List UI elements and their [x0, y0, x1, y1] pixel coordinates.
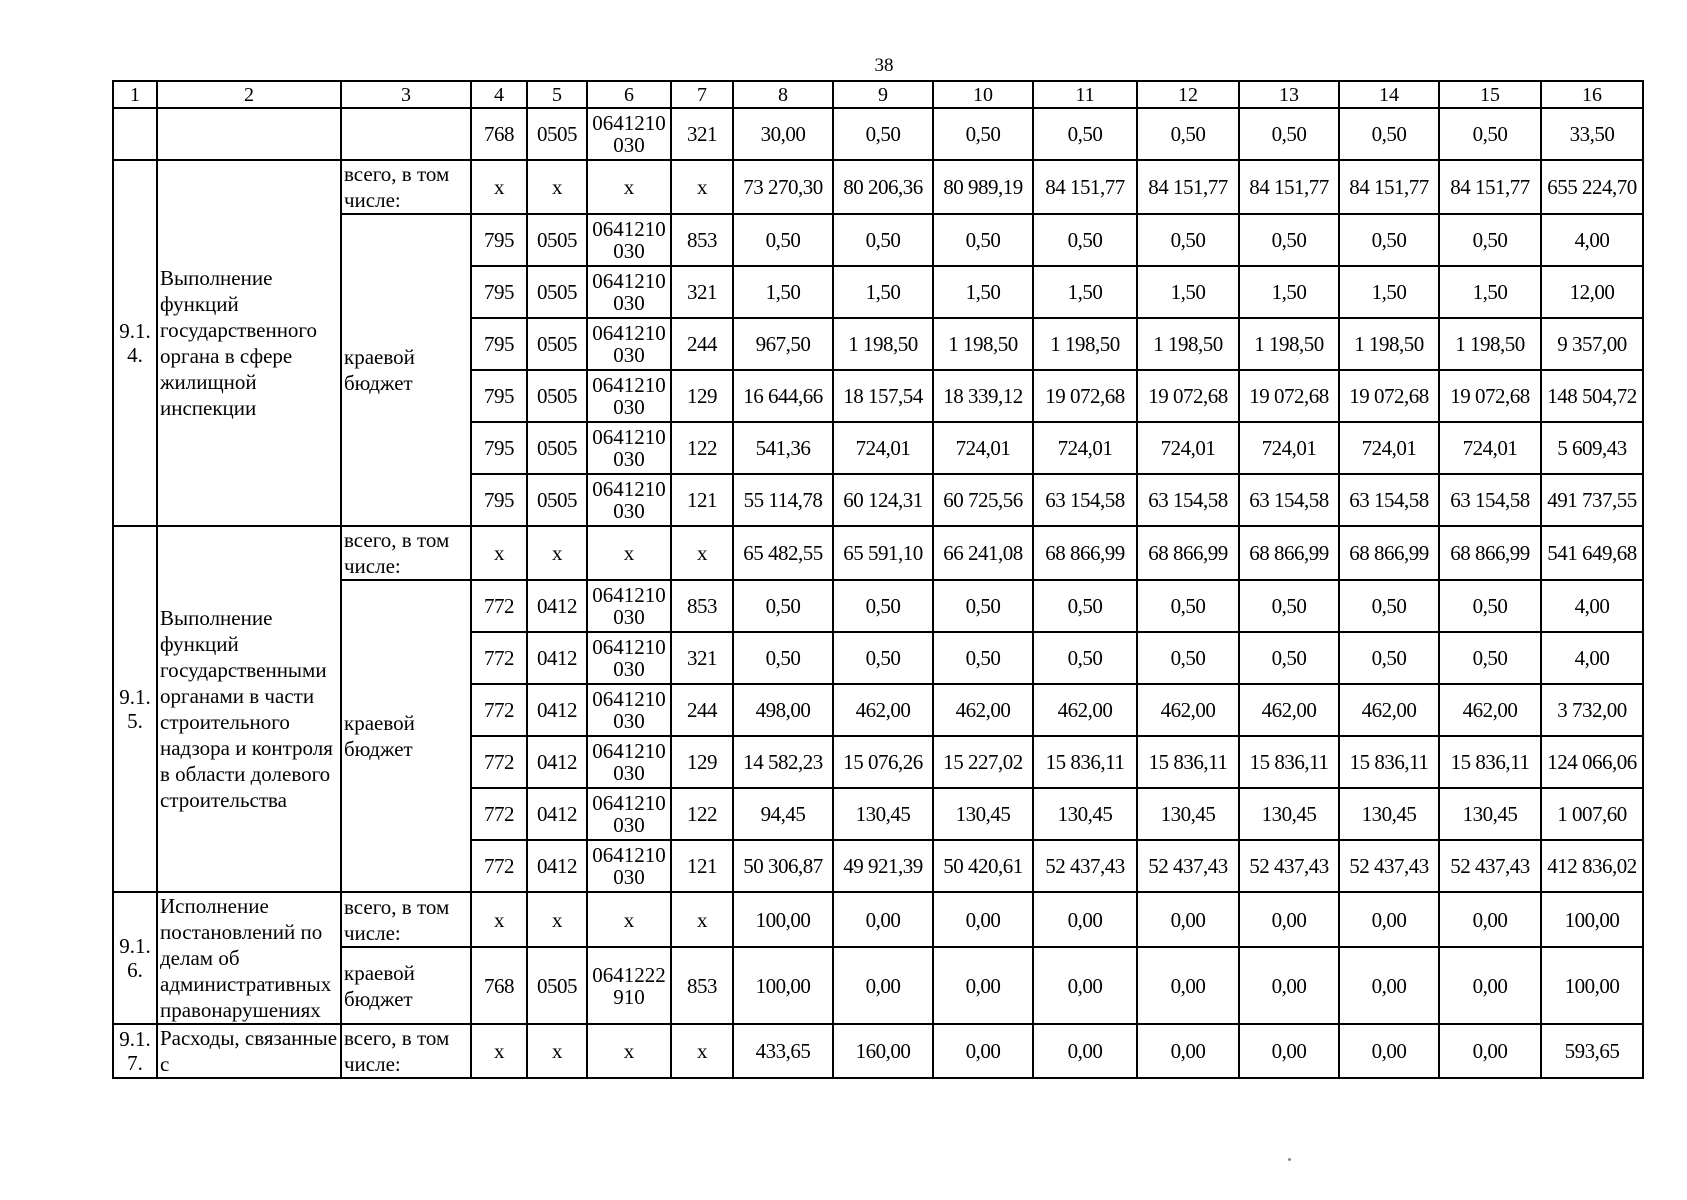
column-header-12: 12: [1137, 81, 1239, 108]
cell-col6: 0641210 030: [587, 266, 671, 318]
cell-col12: 0,50: [1137, 108, 1239, 160]
cell-col9: 18 157,54: [833, 370, 933, 422]
column-header-16: 16: [1541, 81, 1643, 108]
cell-col9: 0,50: [833, 108, 933, 160]
column-header-14: 14: [1339, 81, 1439, 108]
cell-col11: 84 151,77: [1033, 160, 1137, 214]
total-label: всего, в том числе:: [341, 526, 471, 580]
cell-col10: 80 989,19: [933, 160, 1033, 214]
budget-label: краевой бюджет: [341, 214, 471, 526]
cell-col13: 1 198,50: [1239, 318, 1339, 370]
cell-col14: 68 866,99: [1339, 526, 1439, 580]
cell-col14: 63 154,58: [1339, 474, 1439, 526]
cell-col7: 321: [671, 266, 733, 318]
cell-col13: 63 154,58: [1239, 474, 1339, 526]
cell-col5: 0412: [527, 736, 587, 788]
cell-col13: 0,50: [1239, 632, 1339, 684]
cell-col13: 0,50: [1239, 108, 1339, 160]
header-row: [113, 81, 1643, 108]
cell-col12: 130,45: [1137, 788, 1239, 840]
column-header-7: 7: [671, 81, 733, 108]
cell-col4: 795: [471, 422, 527, 474]
cell-col4: 795: [471, 474, 527, 526]
cell-col15: 0,50: [1439, 632, 1541, 684]
cell-col14: 0,00: [1339, 1024, 1439, 1078]
cell-col12: 68 866,99: [1137, 526, 1239, 580]
cell-col12: 0,50: [1137, 632, 1239, 684]
cell-col10: 724,01: [933, 422, 1033, 474]
budget-table: [112, 80, 1644, 1079]
cell-col16: 100,00: [1541, 947, 1643, 1024]
column-header-6: 6: [587, 81, 671, 108]
cell-col11: 0,00: [1033, 947, 1137, 1024]
section-total-row: [113, 1024, 1643, 1078]
cell-col10: 0,50: [933, 632, 1033, 684]
cell-col11: 0,00: [1033, 1024, 1137, 1078]
section-total-row: [113, 892, 1643, 947]
cell-col11: 15 836,11: [1033, 736, 1137, 788]
cell-col7: 853: [671, 580, 733, 632]
cell-col9: 130,45: [833, 788, 933, 840]
cell-col14: 130,45: [1339, 788, 1439, 840]
cell-col16: 1 007,60: [1541, 788, 1643, 840]
cell-col10: 0,00: [933, 1024, 1033, 1078]
cell-col14: 0,50: [1339, 580, 1439, 632]
cell-col15: 462,00: [1439, 684, 1541, 736]
cell-col13: 68 866,99: [1239, 526, 1339, 580]
cell-col9: 0,50: [833, 214, 933, 266]
cell-col7: 121: [671, 840, 733, 892]
cell-col9: 0,50: [833, 580, 933, 632]
total-label: всего, в том числе:: [341, 892, 471, 947]
cell-col5: 0505: [527, 108, 587, 160]
cell-col12: 462,00: [1137, 684, 1239, 736]
cell-col14: 0,00: [1339, 947, 1439, 1024]
column-header-5: 5: [527, 81, 587, 108]
cell-col6: x: [587, 526, 671, 580]
cell-col5: x: [527, 892, 587, 947]
cell-col16: 4,00: [1541, 632, 1643, 684]
section-total-row: [113, 526, 1643, 580]
cell-col4: 772: [471, 788, 527, 840]
cell-col9: 724,01: [833, 422, 933, 474]
cell-col15: 1,50: [1439, 266, 1541, 318]
cell-col7: 122: [671, 788, 733, 840]
table-row: [113, 947, 1643, 1024]
cell-col8: 14 582,23: [733, 736, 833, 788]
cell-col16: 100,00: [1541, 892, 1643, 947]
cell-col8: 967,50: [733, 318, 833, 370]
section-name: Расходы, связанные с: [157, 1024, 341, 1078]
cell-col16: 491 737,55: [1541, 474, 1643, 526]
column-header-1: 1: [113, 81, 157, 108]
cell-col6: 0641210 030: [587, 318, 671, 370]
cell-col13: 462,00: [1239, 684, 1339, 736]
cell-col7: 853: [671, 947, 733, 1024]
cell-col15: 19 072,68: [1439, 370, 1541, 422]
section-name: Выполнение функций государственного органа в сфере жилищной инспекции: [157, 160, 341, 526]
cell-col7: 853: [671, 214, 733, 266]
cell-col6: x: [587, 160, 671, 214]
cell-col10: 0,50: [933, 108, 1033, 160]
cell-col13: 724,01: [1239, 422, 1339, 474]
cell-col12: 0,00: [1137, 947, 1239, 1024]
column-header-4: 4: [471, 81, 527, 108]
cell-col12: 19 072,68: [1137, 370, 1239, 422]
cell-col9: 0,00: [833, 947, 933, 1024]
cell-col12: 84 151,77: [1137, 160, 1239, 214]
cell-col13: 52 437,43: [1239, 840, 1339, 892]
cell-col8: 1,50: [733, 266, 833, 318]
cell-col12: 724,01: [1137, 422, 1239, 474]
cell-col5: 0505: [527, 947, 587, 1024]
cell-col5: 0412: [527, 580, 587, 632]
cell-col13: 0,00: [1239, 947, 1339, 1024]
cell-col4: 768: [471, 108, 527, 160]
cell-col5: 0505: [527, 370, 587, 422]
cell-col12: 1,50: [1137, 266, 1239, 318]
cell-col16: 33,50: [1541, 108, 1643, 160]
cell-col2: [157, 108, 341, 160]
cell-col8: 433,65: [733, 1024, 833, 1078]
cell-col14: 462,00: [1339, 684, 1439, 736]
cell-col12: 1 198,50: [1137, 318, 1239, 370]
column-header-15: 15: [1439, 81, 1541, 108]
cell-col13: 130,45: [1239, 788, 1339, 840]
cell-col5: x: [527, 526, 587, 580]
cell-col7: 244: [671, 318, 733, 370]
cell-col16: 5 609,43: [1541, 422, 1643, 474]
cell-col13: 15 836,11: [1239, 736, 1339, 788]
cell-col10: 0,50: [933, 580, 1033, 632]
cell-col5: 0505: [527, 474, 587, 526]
cell-col11: 462,00: [1033, 684, 1137, 736]
page-number: 38: [874, 55, 894, 76]
column-header-3: 3: [341, 81, 471, 108]
cell-col4: 772: [471, 632, 527, 684]
section-total-row: [113, 160, 1643, 214]
cell-col14: 0,50: [1339, 108, 1439, 160]
column-header-9: 9: [833, 81, 933, 108]
section-name: Выполнение функций государственными органами в части строительного надзора и контроля в области долевого строительства: [157, 526, 341, 892]
cell-col12: 0,00: [1137, 1024, 1239, 1078]
table-row: [113, 214, 1643, 266]
cell-col8: 73 270,30: [733, 160, 833, 214]
cell-col6: 0641222 910: [587, 947, 671, 1024]
cell-col11: 0,50: [1033, 108, 1137, 160]
cell-col10: 0,00: [933, 892, 1033, 947]
cell-col13: 0,50: [1239, 580, 1339, 632]
cell-col6: 0641210 030: [587, 736, 671, 788]
cell-col10: 60 725,56: [933, 474, 1033, 526]
cell-col16: 4,00: [1541, 580, 1643, 632]
cell-col7: 129: [671, 736, 733, 788]
cell-col15: 84 151,77: [1439, 160, 1541, 214]
cell-col13: 0,00: [1239, 1024, 1339, 1078]
cell-col9: 1 198,50: [833, 318, 933, 370]
cell-col5: 0412: [527, 840, 587, 892]
cell-col10: 462,00: [933, 684, 1033, 736]
cell-col6: 0641210 030: [587, 632, 671, 684]
cell-col16: 148 504,72: [1541, 370, 1643, 422]
cell-col8: 94,45: [733, 788, 833, 840]
cell-col10: 15 227,02: [933, 736, 1033, 788]
cell-col4: 795: [471, 214, 527, 266]
cell-col1: [113, 108, 157, 160]
cell-col14: 84 151,77: [1339, 160, 1439, 214]
cell-col15: 1 198,50: [1439, 318, 1541, 370]
section-index: 9.1. 4.: [113, 160, 157, 526]
cell-col14: 19 072,68: [1339, 370, 1439, 422]
cell-col4: 772: [471, 736, 527, 788]
cell-col4: 795: [471, 318, 527, 370]
cell-col4: 795: [471, 370, 527, 422]
cell-col16: 124 066,06: [1541, 736, 1643, 788]
cell-col13: 1,50: [1239, 266, 1339, 318]
cell-col6: 0641210 030: [587, 370, 671, 422]
cell-col4: x: [471, 526, 527, 580]
cell-col15: 0,50: [1439, 580, 1541, 632]
cell-col8: 0,50: [733, 214, 833, 266]
cell-col4: 795: [471, 266, 527, 318]
section-index: 9.1. 6.: [113, 892, 157, 1024]
cell-col14: 0,50: [1339, 214, 1439, 266]
cell-col15: 15 836,11: [1439, 736, 1541, 788]
cell-col14: 1 198,50: [1339, 318, 1439, 370]
cell-col14: 52 437,43: [1339, 840, 1439, 892]
cell-col15: 0,50: [1439, 108, 1541, 160]
cell-col5: 0505: [527, 422, 587, 474]
cell-col6: x: [587, 1024, 671, 1078]
cell-col15: 724,01: [1439, 422, 1541, 474]
column-header-2: 2: [157, 81, 341, 108]
cell-col8: 65 482,55: [733, 526, 833, 580]
cell-col11: 0,50: [1033, 632, 1137, 684]
cell-col12: 0,00: [1137, 892, 1239, 947]
column-header-8: 8: [733, 81, 833, 108]
cell-col7: x: [671, 160, 733, 214]
cell-col5: 0412: [527, 788, 587, 840]
cell-col6: 0641210 030: [587, 580, 671, 632]
cell-col16: 12,00: [1541, 266, 1643, 318]
cell-col14: 15 836,11: [1339, 736, 1439, 788]
cell-col15: 0,00: [1439, 1024, 1541, 1078]
cell-col11: 0,50: [1033, 580, 1137, 632]
cell-col9: 160,00: [833, 1024, 933, 1078]
cell-col11: 1 198,50: [1033, 318, 1137, 370]
table-row: [113, 580, 1643, 632]
total-label: всего, в том числе:: [341, 1024, 471, 1078]
cell-col15: 68 866,99: [1439, 526, 1541, 580]
cell-col13: 0,50: [1239, 214, 1339, 266]
cell-col8: 0,50: [733, 580, 833, 632]
cell-col10: 1 198,50: [933, 318, 1033, 370]
cell-col10: 130,45: [933, 788, 1033, 840]
cell-col12: 15 836,11: [1137, 736, 1239, 788]
column-header-11: 11: [1033, 81, 1137, 108]
budget-label: краевой бюджет: [341, 947, 471, 1024]
cell-col16: 412 836,02: [1541, 840, 1643, 892]
cell-col10: 66 241,08: [933, 526, 1033, 580]
cell-col9: 80 206,36: [833, 160, 933, 214]
cell-col8: 498,00: [733, 684, 833, 736]
cell-col16: 655 224,70: [1541, 160, 1643, 214]
cell-col5: x: [527, 160, 587, 214]
cell-col4: x: [471, 1024, 527, 1078]
cell-col7: 121: [671, 474, 733, 526]
cell-col4: 772: [471, 580, 527, 632]
cell-col12: 0,50: [1137, 214, 1239, 266]
section-name: Исполнение постановлений по делам об административных правонарушениях: [157, 892, 341, 1024]
cell-col8: 55 114,78: [733, 474, 833, 526]
cell-col4: x: [471, 892, 527, 947]
cell-col11: 130,45: [1033, 788, 1137, 840]
cell-col15: 0,00: [1439, 892, 1541, 947]
cell-col10: 1,50: [933, 266, 1033, 318]
cell-col11: 68 866,99: [1033, 526, 1137, 580]
cell-col8: 100,00: [733, 947, 833, 1024]
cell-col8: 100,00: [733, 892, 833, 947]
cell-col16: 593,65: [1541, 1024, 1643, 1078]
cell-col5: 0505: [527, 266, 587, 318]
cell-col9: 49 921,39: [833, 840, 933, 892]
cell-col7: 129: [671, 370, 733, 422]
cell-col5: 0505: [527, 214, 587, 266]
cell-col4: 768: [471, 947, 527, 1024]
cell-col6: 0641210 030: [587, 684, 671, 736]
cell-col10: 50 420,61: [933, 840, 1033, 892]
cell-col12: 52 437,43: [1137, 840, 1239, 892]
cell-col11: 0,00: [1033, 892, 1137, 947]
cell-col16: 9 357,00: [1541, 318, 1643, 370]
cell-col6: x: [587, 892, 671, 947]
cell-col4: x: [471, 160, 527, 214]
cell-col9: 1,50: [833, 266, 933, 318]
cell-col15: 52 437,43: [1439, 840, 1541, 892]
section-index: 9.1. 5.: [113, 526, 157, 892]
cell-col4: 772: [471, 840, 527, 892]
cell-col4: 772: [471, 684, 527, 736]
cell-col9: 60 124,31: [833, 474, 933, 526]
cell-col15: 130,45: [1439, 788, 1541, 840]
cell-col15: 0,00: [1439, 947, 1541, 1024]
cell-col10: 18 339,12: [933, 370, 1033, 422]
cell-col7: x: [671, 526, 733, 580]
cell-col9: 15 076,26: [833, 736, 933, 788]
table-row: [113, 108, 1643, 160]
cell-col5: 0505: [527, 318, 587, 370]
cell-col8: 30,00: [733, 108, 833, 160]
cell-col5: 0412: [527, 684, 587, 736]
cell-col14: 0,50: [1339, 632, 1439, 684]
cell-col13: 0,00: [1239, 892, 1339, 947]
column-header-13: 13: [1239, 81, 1339, 108]
cell-col15: 0,50: [1439, 214, 1541, 266]
cell-col8: 541,36: [733, 422, 833, 474]
cell-col13: 19 072,68: [1239, 370, 1339, 422]
cell-col16: 541 649,68: [1541, 526, 1643, 580]
cell-col15: 63 154,58: [1439, 474, 1541, 526]
cell-col14: 1,50: [1339, 266, 1439, 318]
cell-col12: 63 154,58: [1137, 474, 1239, 526]
cell-col6: 0641210 030: [587, 108, 671, 160]
cell-col16: 3 732,00: [1541, 684, 1643, 736]
cell-col9: 65 591,10: [833, 526, 933, 580]
cell-col9: 462,00: [833, 684, 933, 736]
cell-col3: [341, 108, 471, 160]
budget-label: краевой бюджет: [341, 580, 471, 892]
cell-col6: 0641210 030: [587, 214, 671, 266]
total-label: всего, в том числе:: [341, 160, 471, 214]
cell-col10: 0,00: [933, 947, 1033, 1024]
cell-col9: 0,00: [833, 892, 933, 947]
cell-col9: 0,50: [833, 632, 933, 684]
cell-col16: 4,00: [1541, 214, 1643, 266]
cell-col14: 724,01: [1339, 422, 1439, 474]
cell-col7: 244: [671, 684, 733, 736]
cell-col8: 50 306,87: [733, 840, 833, 892]
cell-col6: 0641210 030: [587, 422, 671, 474]
cell-col7: 321: [671, 108, 733, 160]
cell-col7: 321: [671, 632, 733, 684]
cell-col14: 0,00: [1339, 892, 1439, 947]
cell-col13: 84 151,77: [1239, 160, 1339, 214]
scan-speck: [1288, 1158, 1291, 1161]
cell-col11: 724,01: [1033, 422, 1137, 474]
cell-col10: 0,50: [933, 214, 1033, 266]
cell-col12: 0,50: [1137, 580, 1239, 632]
cell-col5: 0412: [527, 632, 587, 684]
cell-col6: 0641210 030: [587, 788, 671, 840]
cell-col8: 16 644,66: [733, 370, 833, 422]
column-header-10: 10: [933, 81, 1033, 108]
cell-col11: 0,50: [1033, 214, 1137, 266]
cell-col6: 0641210 030: [587, 840, 671, 892]
cell-col11: 19 072,68: [1033, 370, 1137, 422]
cell-col5: x: [527, 1024, 587, 1078]
cell-col7: x: [671, 1024, 733, 1078]
cell-col6: 0641210 030: [587, 474, 671, 526]
cell-col11: 52 437,43: [1033, 840, 1137, 892]
cell-col7: 122: [671, 422, 733, 474]
section-index: 9.1. 7.: [113, 1024, 157, 1078]
cell-col8: 0,50: [733, 632, 833, 684]
cell-col11: 63 154,58: [1033, 474, 1137, 526]
cell-col11: 1,50: [1033, 266, 1137, 318]
cell-col7: x: [671, 892, 733, 947]
